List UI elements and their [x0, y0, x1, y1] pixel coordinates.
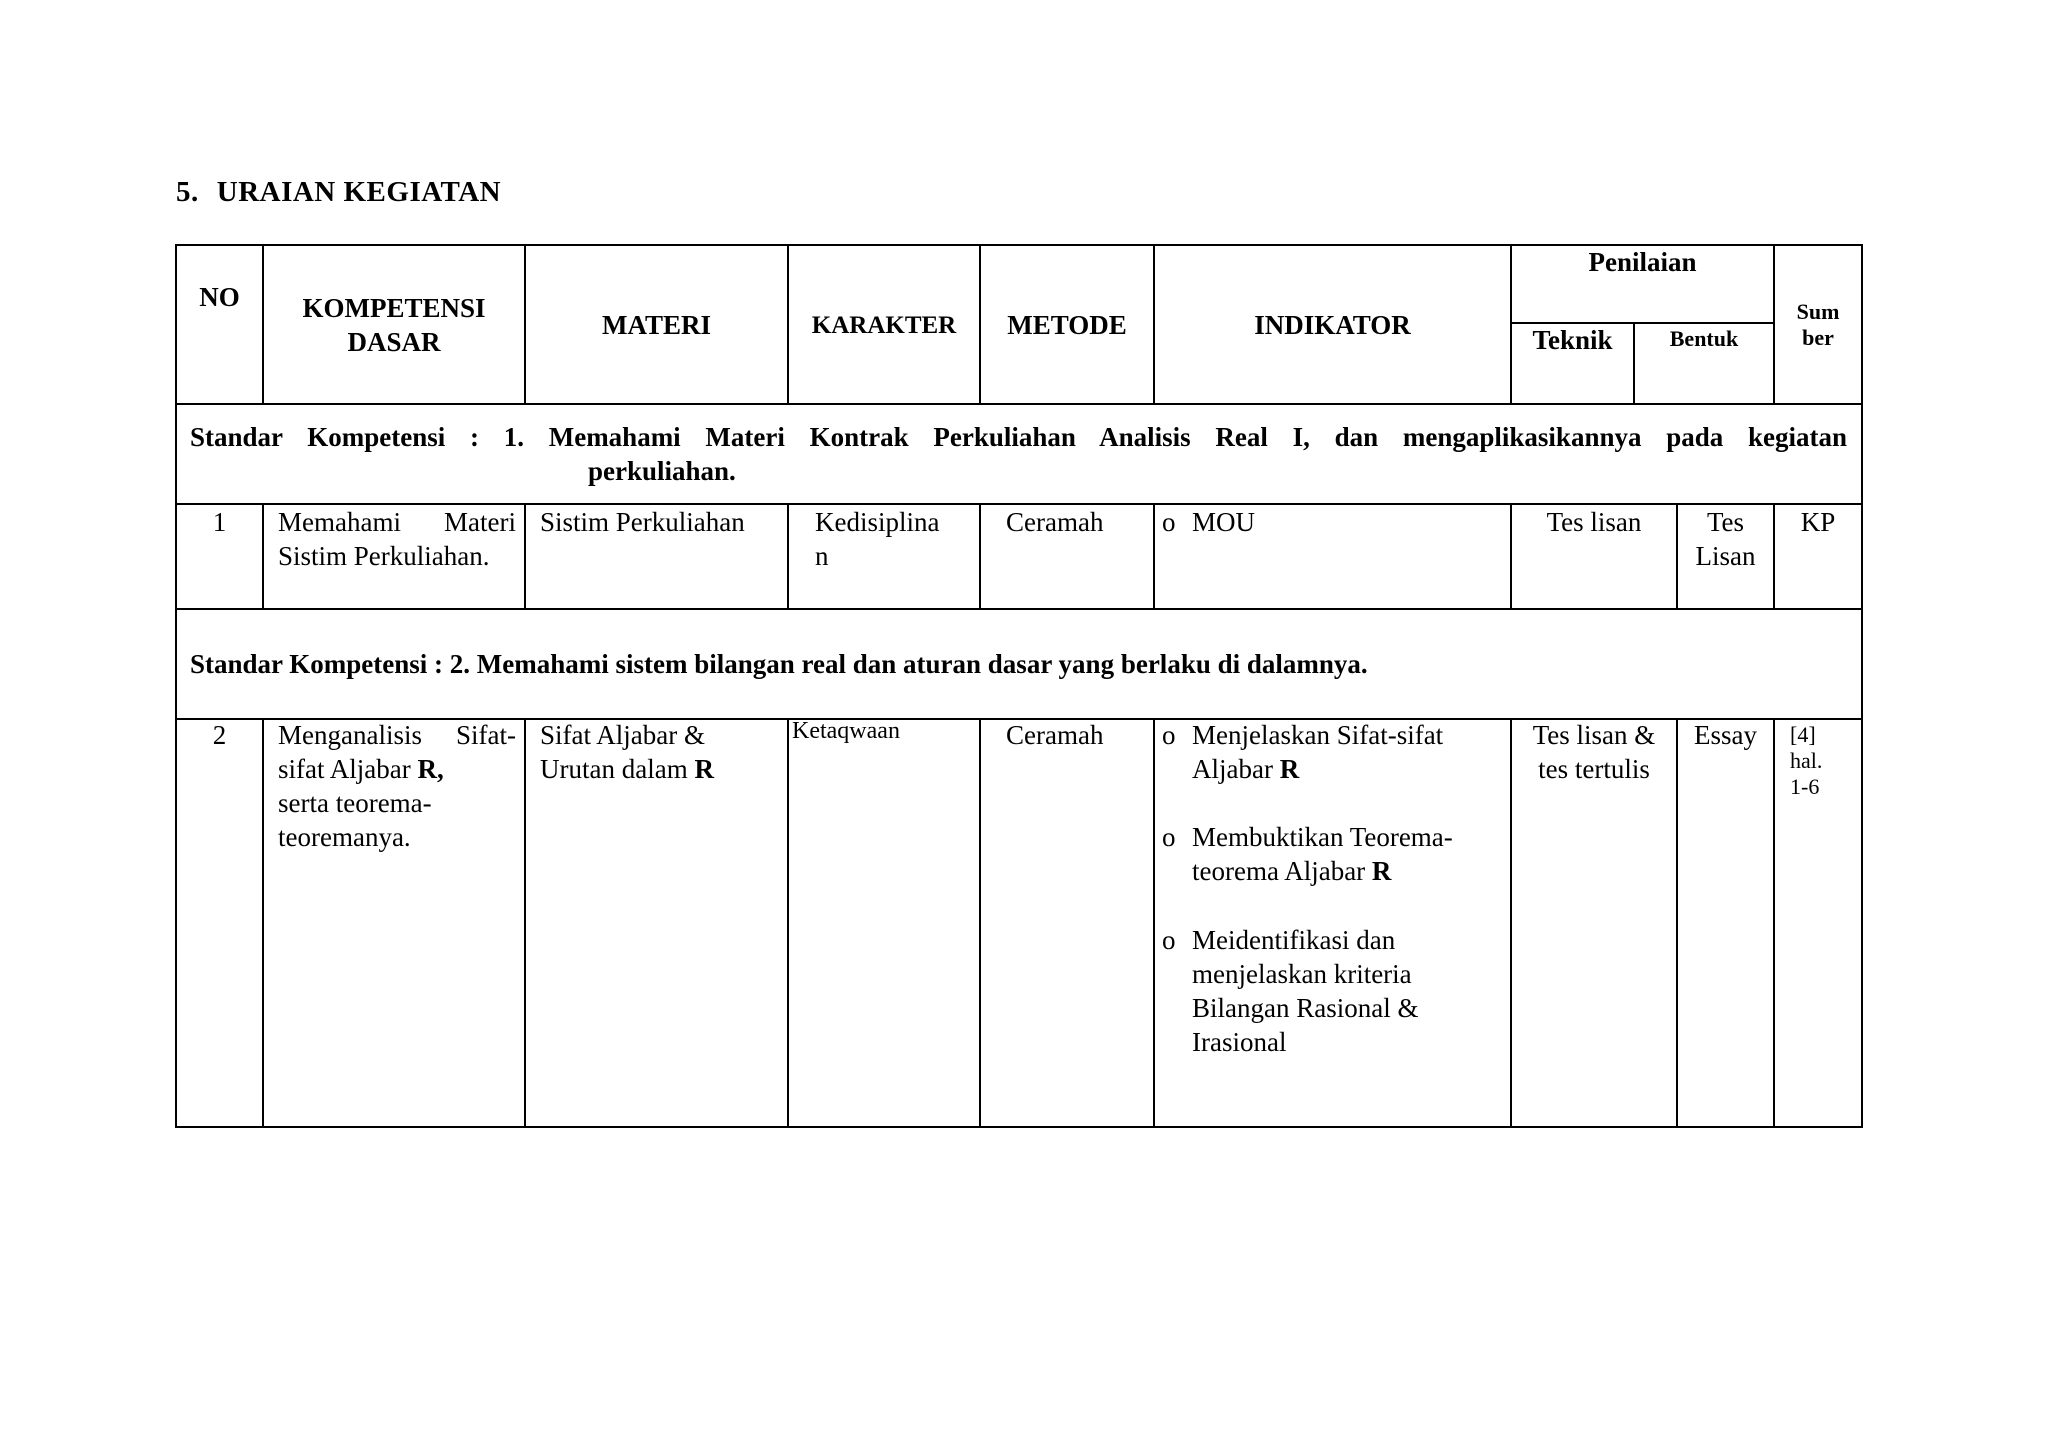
row1-karakter-line2: n	[815, 541, 829, 571]
row1-kompetensi	[278, 505, 516, 573]
row2-kompetensi-line3: serta teorema-	[278, 788, 432, 818]
header-kompetensi-line2: DASAR	[347, 327, 441, 357]
row1-karakter	[815, 505, 975, 573]
col-line	[262, 718, 264, 1128]
row1-sumber: KP	[1800, 507, 1836, 537]
row2-materi-line2	[540, 752, 780, 786]
row1-metode: Ceramah	[1006, 507, 1104, 537]
table-border-bottom	[175, 1126, 1863, 1128]
col-line	[262, 503, 264, 609]
standard-kompetensi-2: Standar Kompetensi : 2. Memahami sistem bilangan real dan aturan dasar yang berlaku di dalamnya.	[190, 649, 1368, 679]
row2-sumber-line1: [4]	[1790, 722, 1816, 747]
row1-kompetensi-line1: Memahami Materi	[278, 507, 516, 537]
row1-bentuk-line2: Lisan	[1695, 541, 1756, 571]
row2-materi-line1: Sifat Aljabar &	[540, 720, 705, 750]
row1-teknik: Tes lisan	[1546, 507, 1642, 537]
row1-indikator-text: MOU	[1192, 507, 1256, 537]
col-line	[979, 503, 981, 609]
row2-kompetensi-line2-text: sifat Aljabar	[278, 754, 418, 784]
row2-teknik-line2: tes tertulis	[1538, 754, 1650, 784]
row2-kompetensi-symbol: R,	[417, 754, 444, 784]
section-title	[176, 176, 501, 209]
row2-indikator-1-text	[1192, 718, 1443, 786]
header-bentuk: Bentuk	[1669, 326, 1739, 351]
row2-indikator-1-line2	[1192, 752, 1443, 786]
table-border-left	[175, 244, 177, 1128]
col-line	[787, 718, 789, 1128]
row2-indikator-2-line2-text: teorema Aljabar	[1192, 856, 1372, 886]
row2-teknik-line1: Tes lisan &	[1532, 720, 1656, 750]
col-line	[1153, 718, 1155, 1128]
row2-metode: Ceramah	[1006, 720, 1104, 750]
row2-karakter: Ketaqwaan	[792, 718, 900, 744]
bullet-icon: o	[1162, 507, 1176, 537]
row2-indikator-3-line2: menjelaskan kriteria	[1192, 959, 1412, 989]
row1-bentuk-line1: Tes	[1706, 507, 1745, 537]
header-karakter: KARAKTER	[811, 312, 957, 339]
bullet-icon: o	[1162, 720, 1176, 750]
header-sumber	[1775, 299, 1861, 351]
row2-kompetensi-line1: Menganalisis Sifat-	[278, 720, 516, 750]
standard-kompetensi-1	[190, 420, 1847, 488]
section-heading: URAIAN KEGIATAN	[216, 176, 502, 208]
row1-bottom-line	[175, 608, 1863, 610]
header-sumber-line2: ber	[1802, 325, 1834, 350]
row1-karakter-line1: Kedisiplina	[815, 507, 940, 537]
row1-materi: Sistim Perkuliahan	[540, 507, 745, 537]
standard-1-line1: Standar Kompetensi : 1. Memahami Materi Kontrak Perkuliahan Analisis Real I, dan mengaplikasikannya pada kegiatan	[190, 422, 1847, 452]
section-number: 5.	[176, 176, 199, 208]
row2-materi-line2-text: Urutan dalam	[540, 754, 695, 784]
bullet-icon: o	[1162, 822, 1176, 852]
header-indikator: INDIKATOR	[1254, 310, 1411, 340]
row1-kompetensi-line2: Sistim Perkuliahan.	[278, 541, 490, 571]
col-line	[787, 503, 789, 609]
row2-indikator-3-line1: Meidentifikasi dan	[1192, 925, 1396, 955]
row1-no: 1	[212, 507, 227, 537]
row2-kompetensi-line4: teoremanya.	[278, 822, 411, 852]
row2-indikator-2-text	[1192, 820, 1453, 888]
header-materi: MATERI	[601, 310, 711, 340]
header-metode: METODE	[1007, 310, 1127, 340]
header-kompetensi	[264, 291, 524, 359]
row2-indikator-3-line4: Irasional	[1192, 1027, 1287, 1057]
row2-kompetensi	[278, 718, 516, 854]
row2-sumber-line2: hal.	[1790, 748, 1823, 773]
row2-indikator-1-line1: Menjelaskan Sifat-sifat	[1192, 720, 1444, 750]
row2-indikator-2-line1: Membuktikan Teorema-	[1192, 822, 1453, 852]
row2-no: 2	[212, 720, 227, 750]
col-line	[979, 718, 981, 1128]
row2-indikator-2-line2	[1192, 854, 1453, 888]
header-kompetensi-line1: KOMPETENSI	[302, 293, 486, 323]
row2-materi-symbol: R	[694, 754, 714, 784]
header-teknik: Teknik	[1532, 325, 1613, 355]
col-line	[1773, 718, 1775, 1128]
row2-sumber	[1790, 722, 1860, 800]
row2-sumber-line3: 1-6	[1790, 774, 1820, 799]
row2-indikator-1-line2-text: Aljabar	[1192, 754, 1280, 784]
row2-indikator-1-symbol: R	[1279, 754, 1300, 784]
row2-materi	[540, 718, 780, 786]
row2-indikator-3-text	[1192, 923, 1418, 1059]
row1-bentuk	[1678, 505, 1773, 573]
row2-indikator-2-symbol: R	[1371, 856, 1392, 886]
header-no: NO	[199, 282, 240, 312]
col-line	[524, 718, 526, 1128]
standard-1-line2: perkuliahan.	[588, 456, 736, 486]
row2-indikator-3-line3: Bilangan Rasional &	[1192, 993, 1419, 1023]
col-line	[524, 503, 526, 609]
header-sumber-line1: Sum	[1796, 299, 1840, 324]
row2-bentuk: Essay	[1694, 720, 1757, 750]
row2-kompetensi-line2	[278, 752, 516, 786]
header-penilaian: Penilaian	[1588, 247, 1697, 277]
col-line	[1676, 718, 1678, 1128]
table-border-right	[1861, 244, 1863, 1128]
col-line	[1153, 503, 1155, 609]
row2-teknik	[1512, 718, 1676, 786]
bullet-icon: o	[1162, 925, 1176, 955]
header-bottom-line	[175, 403, 1863, 405]
